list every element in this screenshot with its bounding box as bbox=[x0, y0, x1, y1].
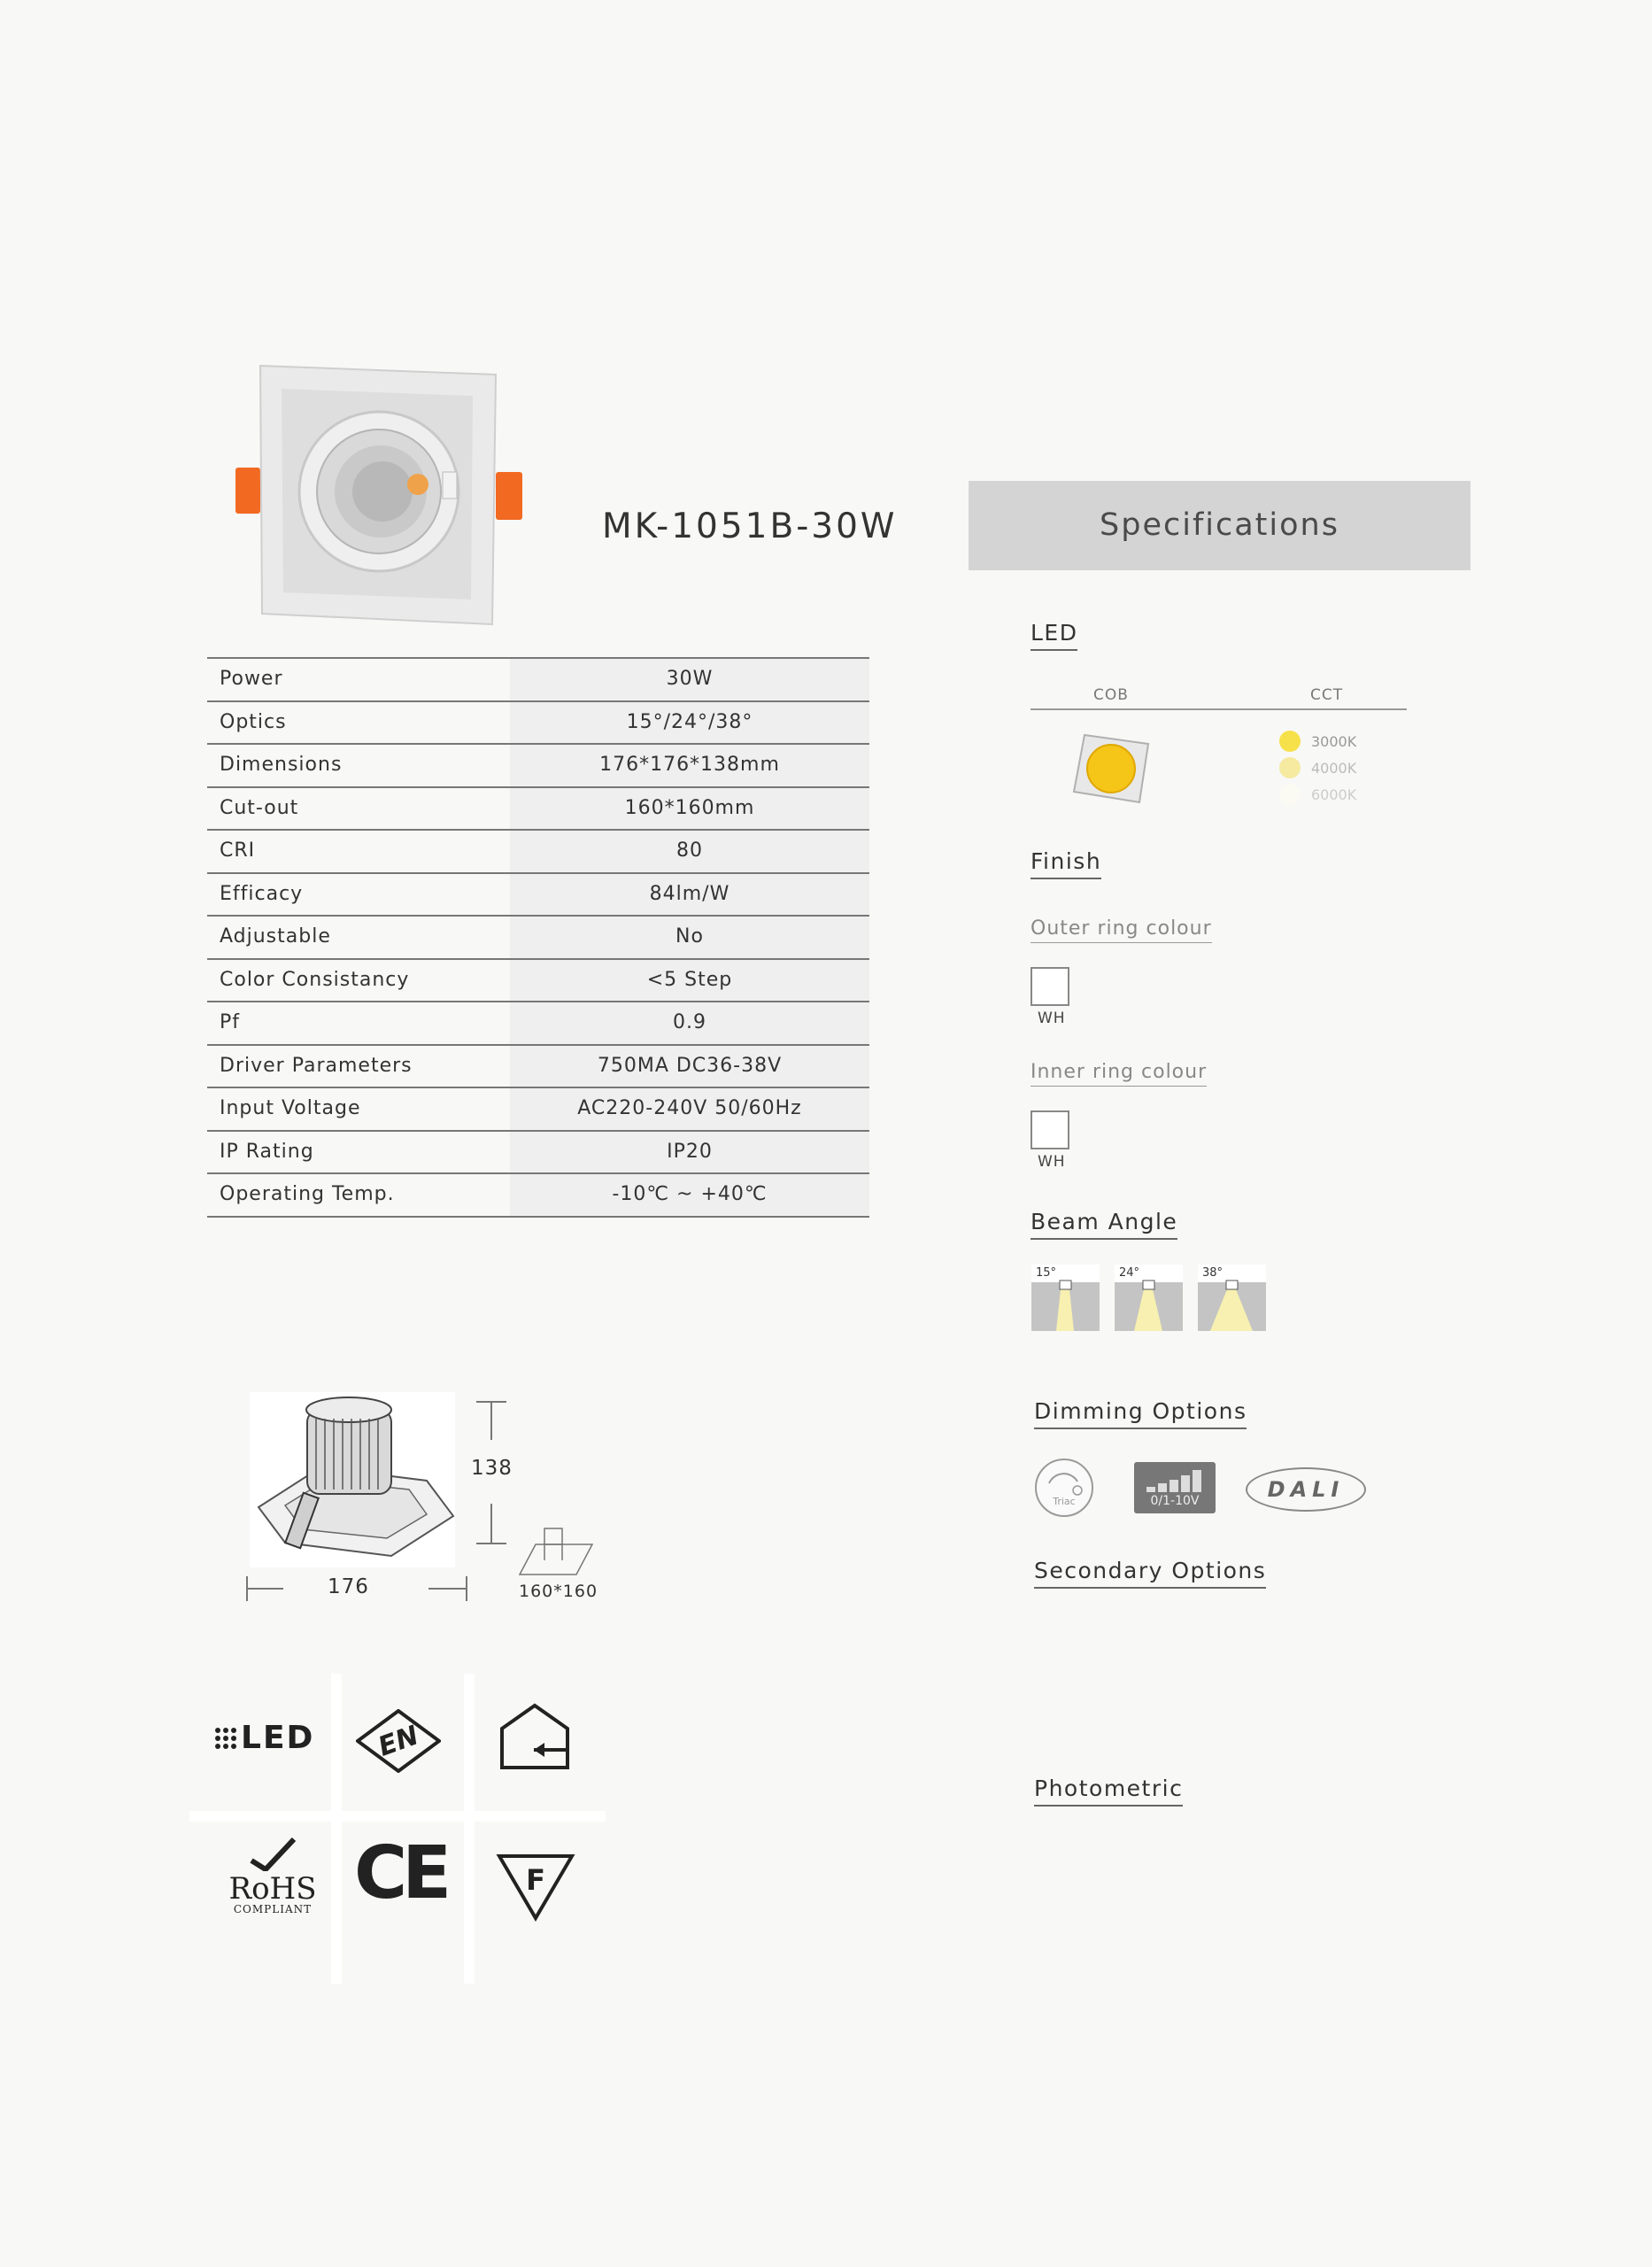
cob-label: COB bbox=[1093, 686, 1129, 704]
dimming-section-title: Dimming Options bbox=[1034, 1398, 1247, 1429]
dimension-drawing bbox=[250, 1392, 455, 1567]
product-photo bbox=[232, 359, 533, 638]
cct-option bbox=[1279, 754, 1356, 781]
analog-dimming-icon: 0/1-10V bbox=[1134, 1462, 1216, 1513]
led-cert-icon: LED bbox=[214, 1720, 314, 1756]
spec-label: Adjustable bbox=[220, 925, 331, 948]
dim-width-right-tick bbox=[466, 1576, 467, 1601]
spec-value: -10℃ ~ +40℃ bbox=[510, 1174, 869, 1216]
beam-angle-label: 24° bbox=[1119, 1266, 1140, 1280]
spec-value: 15°/24°/38° bbox=[510, 702, 869, 744]
beam-angle-label: 38° bbox=[1202, 1266, 1224, 1280]
spec-label: Operating Temp. bbox=[220, 1183, 395, 1205]
cct-color-dot bbox=[1279, 784, 1301, 805]
inner-ring-swatch bbox=[1031, 1110, 1069, 1149]
spec-value: 30W bbox=[510, 659, 869, 700]
cct-option bbox=[1279, 781, 1356, 808]
spec-label: Pf bbox=[220, 1011, 241, 1033]
beam-angle-option bbox=[1031, 1265, 1100, 1331]
dim-width-value: 176 bbox=[328, 1575, 369, 1598]
indoor-use-icon bbox=[495, 1700, 575, 1771]
ce-cert-icon: CE bbox=[354, 1831, 447, 1915]
enec-cert-icon bbox=[356, 1709, 441, 1773]
spec-label: Efficacy bbox=[220, 882, 304, 905]
spec-row bbox=[207, 831, 869, 874]
cutout-value: 160*160 bbox=[519, 1582, 598, 1601]
spec-row bbox=[207, 657, 869, 702]
spec-value: 176*176*138mm bbox=[510, 745, 869, 786]
dim-width-line-right bbox=[428, 1588, 466, 1590]
spec-value: 0.9 bbox=[510, 1002, 869, 1044]
svg-text:EN: EN bbox=[374, 1720, 423, 1763]
beam-angle-title: Beam Angle bbox=[1031, 1209, 1177, 1240]
spec-label: IP Rating bbox=[220, 1140, 314, 1163]
cct-options bbox=[1279, 728, 1356, 808]
dim-height-line-top bbox=[490, 1401, 492, 1440]
cct-color-dot bbox=[1279, 757, 1301, 778]
spec-row bbox=[207, 702, 869, 746]
spec-row bbox=[207, 960, 869, 1003]
finish-section-title: Finish bbox=[1031, 848, 1101, 879]
spec-row bbox=[207, 788, 869, 832]
spec-row bbox=[207, 1046, 869, 1089]
spec-row bbox=[207, 917, 869, 960]
cct-option-label: 6000K bbox=[1311, 785, 1357, 803]
spec-table bbox=[207, 657, 869, 1218]
led-section-title: LED bbox=[1031, 620, 1077, 651]
spec-value: 160*160mm bbox=[510, 788, 869, 830]
triac-dimming-icon: Triac bbox=[1033, 1457, 1095, 1519]
dim-width-line-left bbox=[246, 1588, 283, 1590]
cct-option-label: 3000K bbox=[1311, 732, 1357, 750]
specifications-header: Specifications bbox=[969, 481, 1471, 570]
beam-angle-option bbox=[1198, 1265, 1266, 1331]
spec-label: Power bbox=[220, 668, 283, 690]
spec-value: AC220-240V 50/60Hz bbox=[510, 1088, 869, 1130]
dali-dimming-icon: DALI bbox=[1246, 1467, 1366, 1512]
cct-option-label: 4000K bbox=[1311, 759, 1357, 777]
svg-text:F: F bbox=[526, 1863, 545, 1897]
beam-angle-option bbox=[1115, 1265, 1183, 1331]
outer-ring-title: Outer ring colour bbox=[1031, 917, 1212, 943]
photometric-title: Photometric bbox=[1034, 1776, 1183, 1807]
led-divider bbox=[1031, 708, 1407, 710]
dim-height-value: 138 bbox=[471, 1457, 513, 1480]
spec-row bbox=[207, 745, 869, 788]
spec-value: 84lm/W bbox=[510, 874, 869, 916]
spec-label: Dimensions bbox=[220, 754, 343, 776]
outer-ring-swatch-label: WH bbox=[1038, 1010, 1066, 1027]
secondary-options-title: Secondary Options bbox=[1034, 1558, 1266, 1589]
beam-angle-label: 15° bbox=[1036, 1266, 1057, 1280]
dim-height-line-bottom bbox=[490, 1504, 492, 1543]
spec-label: Cut-out bbox=[220, 796, 299, 819]
cutout-icon bbox=[518, 1525, 594, 1576]
spec-value: 750MA DC36-38V bbox=[510, 1046, 869, 1087]
spec-row bbox=[207, 1002, 869, 1046]
spec-label: CRI bbox=[220, 839, 256, 862]
spec-label: Input Voltage bbox=[220, 1097, 361, 1119]
spec-row bbox=[207, 874, 869, 917]
cct-color-dot bbox=[1279, 731, 1301, 752]
spec-label: Driver Parameters bbox=[220, 1054, 413, 1077]
cct-label: CCT bbox=[1310, 686, 1344, 704]
beam-angle-options bbox=[1031, 1265, 1266, 1331]
outer-ring-swatch bbox=[1031, 967, 1069, 1006]
spec-row bbox=[207, 1088, 869, 1132]
spec-value: 80 bbox=[510, 831, 869, 872]
spec-row bbox=[207, 1132, 869, 1175]
spec-value: <5 Step bbox=[510, 960, 869, 1002]
certifications-grid bbox=[189, 1674, 606, 1984]
cob-chip-icon bbox=[1067, 728, 1155, 808]
spec-value: IP20 bbox=[510, 1132, 869, 1173]
inner-ring-title: Inner ring colour bbox=[1031, 1061, 1207, 1087]
spec-value: No bbox=[510, 917, 869, 958]
rohs-cert-icon: RoHS COMPLIANT bbox=[228, 1838, 317, 1915]
spec-label: Optics bbox=[220, 710, 287, 733]
inner-ring-swatch-label: WH bbox=[1038, 1153, 1066, 1171]
cct-option bbox=[1279, 728, 1356, 754]
product-model: MK-1051B-30W bbox=[602, 507, 898, 546]
dim-height-bottom-tick bbox=[476, 1543, 506, 1544]
f-mark-icon bbox=[496, 1851, 575, 1922]
spec-label: Color Consistancy bbox=[220, 968, 410, 991]
spec-row bbox=[207, 1174, 869, 1218]
